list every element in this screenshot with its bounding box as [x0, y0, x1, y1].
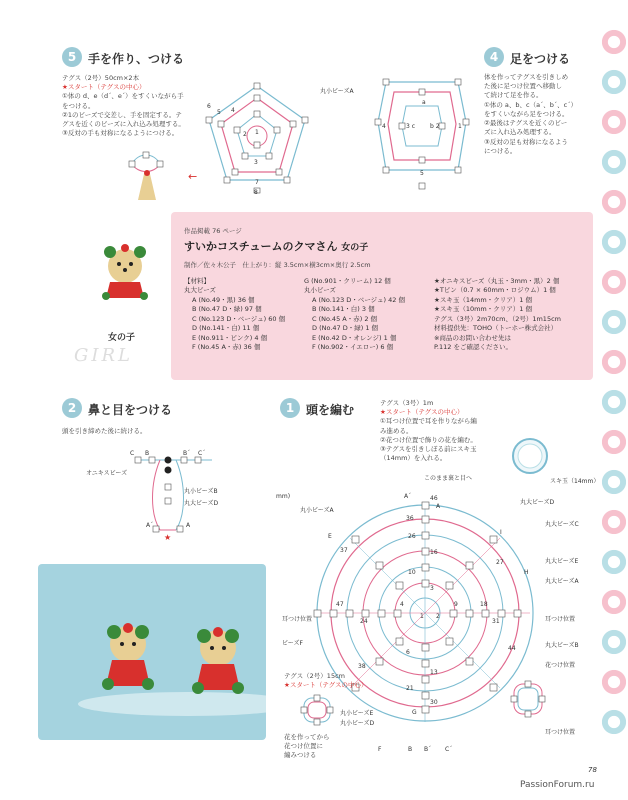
- rosette-decoration: [600, 708, 628, 736]
- material-line: 丸小ビーズ: [304, 286, 336, 295]
- materials-col2: [304, 277, 432, 352]
- svg-text:6: 6: [207, 103, 211, 110]
- svg-text:31: 31: [492, 618, 500, 625]
- svg-text:4: 4: [231, 107, 235, 114]
- flower-sub-line: 花を作ってから: [284, 733, 330, 741]
- bear-photo: [38, 564, 266, 740]
- rosette-decoration: [600, 188, 628, 216]
- svg-text:13: 13: [430, 669, 438, 676]
- material-line: F (No.45 A・赤) 36 個: [192, 342, 261, 351]
- svg-text:38: 38: [358, 663, 366, 670]
- svg-text:7: 7: [255, 179, 259, 186]
- step2-label-a: A: [186, 522, 191, 529]
- svg-text:44: 44: [508, 645, 516, 652]
- svg-text:36: 36: [406, 515, 414, 522]
- step2-label-ap: A´: [146, 522, 154, 529]
- step2-label-large-d: 丸大ビーズD: [184, 500, 219, 507]
- rosette-decoration: [600, 508, 628, 536]
- materials-col1: [184, 277, 302, 352]
- step5-line: ①体の d、e（d´、e´）をすくいながら手: [62, 92, 184, 101]
- step4-line: ズに入れ込み処理する。: [484, 128, 556, 137]
- step1-title: 頭を編む: [306, 403, 355, 417]
- step4-line: た後に足つけ位置へ移動し: [484, 82, 562, 91]
- material-line: ★Tピン（0.7 × 60mm・ロジウム）1 個: [434, 286, 556, 295]
- svg-text:5: 5: [217, 109, 221, 116]
- arrow-icon: ←: [188, 170, 198, 183]
- rosette-decoration: [600, 28, 628, 56]
- step1-line: み進める。: [380, 426, 413, 435]
- page-number: 78: [588, 766, 597, 774]
- rosette-decoration: [600, 588, 628, 616]
- flower-sub-line: 花つけ位置に: [284, 742, 323, 751]
- step1-line: （14mm）を入れる。: [380, 454, 447, 463]
- flower-sub-line: 編みつける: [284, 751, 317, 760]
- rosette-decoration: [600, 388, 628, 416]
- material-line: G (No.901・クリーム) 12 個: [304, 277, 391, 285]
- flower-sub-diagram: [298, 692, 338, 728]
- suki-bead-icon: [510, 436, 550, 476]
- flower-sub-line: テグス（2号）15cm: [284, 672, 345, 680]
- step5-line: グスを近くのビーズに入れ込み処理する。: [62, 120, 185, 129]
- material-line: D (No.47 D・緑) 1 個: [312, 324, 379, 333]
- step4-line: ②最後はテグスを近くのビー: [484, 119, 568, 128]
- flower-sub-note: [284, 733, 330, 761]
- step4-line: をすくいながら足をつける。: [484, 109, 569, 118]
- material-line: ※商品のお問い合わせ先は: [434, 333, 511, 342]
- step5-bead-label: 丸小ビーズA: [320, 88, 354, 95]
- head-label: 丸大ビーズA: [545, 578, 579, 585]
- step2-label-c: C: [130, 450, 135, 457]
- svg-text:24: 24: [360, 618, 368, 625]
- info-page-ref: 作品掲載 76 ページ: [184, 227, 242, 235]
- bear-illustration: [92, 238, 158, 304]
- step4-line: ③反対の足も対称になるよう: [484, 137, 568, 146]
- info-credit: 制作／佐々木公子 仕上がり：縦 3.5cm×横3cm×奥行 2.5cm: [184, 261, 371, 269]
- head-label: このまま裏と目へ: [424, 475, 473, 482]
- rosette-decoration: [600, 348, 628, 376]
- rosette-decoration: [600, 308, 628, 336]
- step2-label-onyx: オニキスビーズ: [86, 470, 128, 477]
- svg-text:I: I: [500, 529, 502, 536]
- material-line: C (No.45 A・赤) 2 個: [312, 314, 378, 323]
- material-line: C (No.123 D・ベージュ) 60 個: [192, 314, 286, 323]
- material-line: A (No.123 D・ベージュ) 42 個: [312, 295, 405, 304]
- svg-text:1: 1: [458, 123, 462, 130]
- material-line: A (No.49・黒) 36 個: [192, 295, 255, 304]
- girl-watermark: GIRL: [74, 345, 133, 366]
- material-line: F (No.902・イエロー) 6 個: [312, 342, 394, 351]
- head-label: 花つけ位置: [545, 662, 576, 669]
- rosette-decoration: [600, 228, 628, 256]
- step4-number: 4: [484, 47, 504, 67]
- svg-text:b 2: b 2: [430, 123, 440, 130]
- svg-text:3 c: 3 c: [406, 123, 416, 130]
- svg-text:9: 9: [454, 601, 458, 608]
- step4-diagram: [366, 62, 478, 190]
- rosette-decoration: [600, 428, 628, 456]
- rosette-decoration: [600, 548, 628, 576]
- material-line: ★オニキスビーズ（丸玉・3mm・黒）2 個: [434, 277, 560, 285]
- head-label: 丸大ビーズB: [545, 642, 579, 649]
- step2-label-small-b: 丸小ビーズB: [184, 488, 218, 495]
- svg-text:1: 1: [255, 129, 259, 136]
- material-line: ★スキ玉（14mm・クリア）1 個: [434, 295, 532, 304]
- bottom-letter: C´: [445, 746, 453, 753]
- head-left-label: mm): [276, 493, 291, 500]
- svg-text:E: E: [328, 533, 332, 540]
- materials-col3: [434, 277, 590, 352]
- step5-number: 5: [62, 47, 82, 67]
- step5-line: ★スタート（テグスの中心）: [62, 83, 146, 92]
- svg-text:H: H: [524, 569, 529, 576]
- head-label: 耳つけ位置: [545, 729, 576, 736]
- material-line: E (No.42 D・オレンジ) 1 個: [312, 333, 397, 342]
- svg-text:A´: A´: [404, 493, 412, 500]
- step4-line: ①体の a、b、c（a´、b´、c´）: [484, 100, 578, 109]
- step5-line: ③反対の手も対称になるようにつける。: [62, 129, 179, 138]
- svg-text:6: 6: [406, 649, 410, 656]
- step1-line: ★スタート（テグスの中心）: [380, 408, 464, 417]
- svg-text:G: G: [412, 709, 417, 716]
- head-left-label: ビーズF: [282, 640, 303, 647]
- head-label: 丸大ビーズE: [545, 558, 579, 565]
- bear-photo-art: [38, 564, 266, 740]
- step2-label-b: B: [145, 450, 150, 457]
- svg-text:★: ★: [164, 533, 172, 542]
- svg-text:18: 18: [480, 601, 488, 608]
- svg-text:2: 2: [243, 131, 247, 138]
- svg-text:46: 46: [430, 495, 438, 502]
- material-line: 【材料】: [184, 277, 210, 285]
- svg-text:2: 2: [436, 613, 440, 620]
- site-watermark: PassionForum.ru: [520, 780, 595, 790]
- step1-line: ①耳つけ位置で耳を作りながら編: [380, 417, 477, 426]
- bottom-letter: F: [378, 746, 382, 753]
- head-label: 丸大ビーズD: [520, 499, 555, 506]
- bottom-letter: B´: [424, 746, 432, 753]
- step5-line: テグス（2号）50cm×2本: [62, 74, 140, 82]
- svg-text:27: 27: [496, 559, 504, 566]
- step4-line: につける。: [484, 146, 517, 155]
- step2-number: 2: [62, 398, 82, 418]
- svg-text:5: 5: [420, 170, 424, 177]
- head-label: 丸大ビーズC: [545, 521, 579, 528]
- step4-instructions: [484, 73, 594, 156]
- rosette-decoration: [600, 628, 628, 656]
- bear-caption: 女の子: [108, 333, 136, 343]
- svg-text:a: a: [422, 99, 426, 106]
- svg-text:21: 21: [406, 685, 414, 692]
- flower-sub-line: ★スタート（テグスの中心）: [284, 681, 368, 690]
- step1-line: ②花つけ位置で飾りの花を編む。: [380, 435, 477, 444]
- svg-text:4: 4: [400, 601, 404, 608]
- info-title: [184, 238, 368, 254]
- step2-diagram: [120, 444, 224, 548]
- rosette-decoration: [600, 108, 628, 136]
- step1-number: 1: [280, 398, 300, 418]
- suki-label: スキ玉（14mm）: [550, 478, 600, 485]
- svg-text:37: 37: [340, 547, 348, 554]
- step5-title: 手を作り、つける: [88, 52, 185, 66]
- svg-text:10: 10: [408, 569, 416, 576]
- head-left-label: 耳つけ位置: [282, 616, 313, 623]
- material-line: 丸大ビーズ: [184, 286, 216, 295]
- step2-label-cp: C´: [198, 450, 206, 457]
- material-line: テグス（3号）2m70cm、（2号）1m15cm: [434, 314, 561, 323]
- head-left-label: 丸小ビーズA: [300, 507, 334, 514]
- svg-text:1: 1: [420, 613, 424, 620]
- flower-sub-instructions: [284, 672, 368, 690]
- rosette-decoration: [600, 468, 628, 496]
- material-line: B (No.141・白) 3 個: [312, 305, 375, 314]
- material-line: D (No.141・白) 11 個: [192, 324, 260, 333]
- step1-line: テグス（3号）1m: [380, 399, 434, 407]
- material-line: 材料提供先：TOHO（トーホー株式会社）: [434, 324, 558, 333]
- material-line: B (No.47 D・緑) 97 個: [192, 305, 262, 314]
- flower-sub-label: 丸小ビーズE: [340, 710, 374, 717]
- svg-text:3: 3: [254, 159, 258, 166]
- svg-text:4: 4: [382, 123, 386, 130]
- step5-mini-diagram: [124, 148, 186, 203]
- ear-ring-diagram: [510, 680, 546, 720]
- step5-instructions: [62, 74, 197, 139]
- step2-instruction: 頭を引き締めた後に続ける。: [62, 427, 147, 435]
- flower-sub-label: 丸小ビーズD: [340, 720, 375, 727]
- step2-title: 鼻と目をつける: [88, 403, 173, 417]
- svg-text:16: 16: [430, 549, 438, 556]
- svg-text:3: 3: [430, 585, 434, 592]
- step2-label-bp: B´: [183, 450, 191, 457]
- info-title-text: すいかコスチュームのクマさん: [184, 240, 338, 253]
- step4-title: 足をつける: [510, 52, 571, 66]
- svg-text:47: 47: [336, 601, 344, 608]
- rosette-decoration: [600, 268, 628, 296]
- step1-instructions: [380, 399, 516, 464]
- step1-line: ③テグスを引きしぼる前にスキ玉: [380, 445, 477, 454]
- bottom-letter: B: [408, 746, 413, 753]
- info-subtitle: 女の子: [341, 243, 369, 253]
- material-line: ★スキ玉（10mm・クリア）1 個: [434, 305, 532, 314]
- material-line: E (No.911・ピンク) 4 個: [192, 333, 268, 342]
- step4-line: て続けて足を作る。: [484, 91, 543, 100]
- step5-line: ②1のビーズで交差し、手を固定する。テ: [62, 110, 182, 119]
- material-line: P.112 をご確認ください。: [434, 342, 512, 351]
- step5-diagram: [197, 76, 317, 194]
- svg-text:30: 30: [430, 699, 438, 706]
- head-label: 耳つけ位置: [545, 616, 576, 623]
- step4-line: 体を作ってテグスを引きしめ: [484, 73, 569, 81]
- svg-text:A: A: [436, 503, 441, 510]
- svg-text:26: 26: [408, 533, 416, 540]
- svg-text:8: 8: [254, 189, 258, 194]
- rosette-decoration: [600, 148, 628, 176]
- step5-line: をつける。: [62, 101, 95, 110]
- rosette-decoration: [600, 668, 628, 696]
- rosette-decoration: [600, 68, 628, 96]
